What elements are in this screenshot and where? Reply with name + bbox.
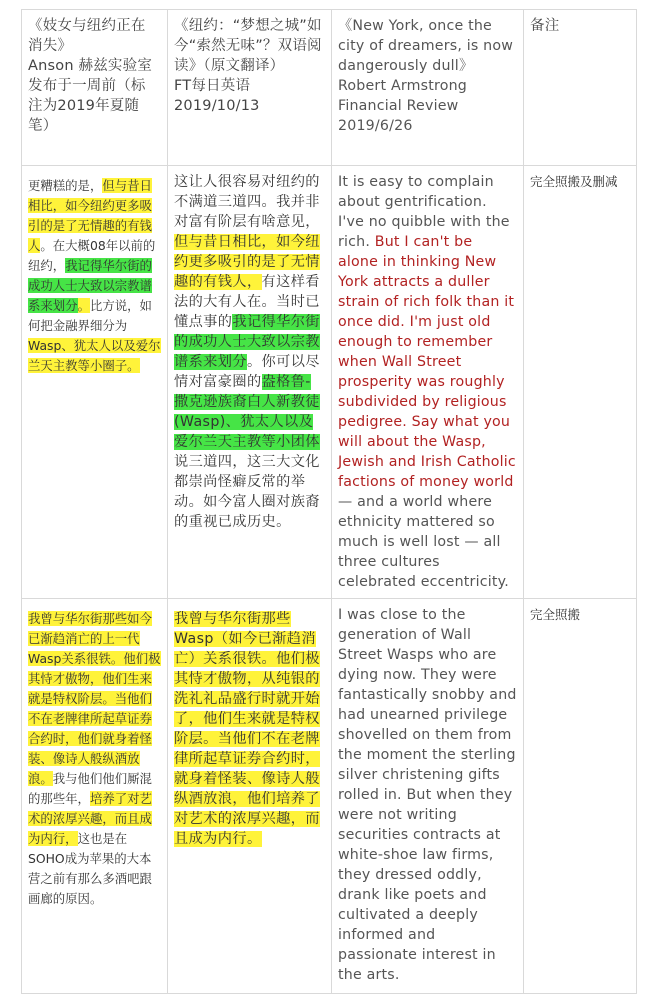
header-line: 今“索然无味”？双语阅 xyxy=(174,38,322,54)
text-segment: 比方说，如何把金融界细分为 xyxy=(28,298,152,333)
header-line: 《纽约：“梦想之城”如 xyxy=(174,18,322,34)
text-segment: — and a world where ethnicity mattered so much is well lost — all three cultures celebrated eccentricity. xyxy=(338,494,509,590)
green-highlight: 盎格鲁-撒克逊族裔白人新教徒(Wasp)、犹太人以及爱尔兰天主教等小团体 xyxy=(174,374,320,450)
header-line: 2019/10/13 xyxy=(174,98,260,114)
row2-notes xyxy=(524,599,637,994)
yellow-highlight: 我曾与华尔街那些如今已渐趋消亡的上一代Wasp关系很铁。他们极其恃才傲物，他们生来就是特权阶层。当他们不在老牌律所起草证券合约时，他们就身着怪装、像诗人般纵酒放浪。 xyxy=(28,611,161,786)
yellow-highlight: 如今纽约更多吸引的是了无情趣的有钱人 xyxy=(28,198,152,253)
row1-source3 xyxy=(332,166,524,599)
comparison-table xyxy=(21,9,637,994)
table-row xyxy=(22,166,637,599)
row1-note: 完全照搬及删减 xyxy=(530,174,618,189)
header-cell-source1 xyxy=(22,10,168,166)
green-highlight: 我记得华尔街的成功人士大致以宗教谱系来划分 xyxy=(174,314,320,370)
header-line: 2019/6/26 xyxy=(338,118,413,134)
header-line: FT每日英语 xyxy=(174,78,251,94)
row1-source1 xyxy=(22,166,168,599)
header-line: 《New York, once the xyxy=(338,18,492,34)
text-segment: It is easy to complain about gentrification. I've no quibble with the rich. xyxy=(338,174,510,250)
header-line: 注为2019年夏随 xyxy=(28,98,140,114)
row2-source3 xyxy=(332,599,524,994)
row2-english-text: I was close to the generation of Wall Street Wasps who are dying now. They were fantastically snobby and had unearned privilege shovelled on them from the moment the sterling silver christening gifts rolled in. But when they were not writing securities contracts at white-shoe law firms, they dressed oddly, drank like poets and cultivated a deeply informed and passionate interest in the arts. xyxy=(338,607,517,983)
text-segment: 这让人很容易对纽约的不满道三道四。我并非对富有阶层有啥意见， xyxy=(174,174,320,230)
header-line: city of dreamers, is now xyxy=(338,38,514,54)
yellow-highlight: 但与昔日相比， xyxy=(28,178,152,213)
header-cell-source3 xyxy=(332,10,524,166)
header-line: 《妓女与纽约正在 xyxy=(28,18,146,34)
text-segment: 有这样看法的大有人在。当时已懂点事的 xyxy=(174,274,320,330)
header-row xyxy=(22,10,637,166)
yellow-highlight: 我曾与华尔街那些Wasp（如今已渐趋消亡）关系很铁。他们极其恃才傲物，从纯银的洗礼礼品盛行时就开始了，他们生来就是特权阶层。当他们不在老牌律所起草证券合约时，就身着怪装、像诗人般纵酒放浪，他们培养了对艺术的浓厚兴趣，而且成为内行。 xyxy=(174,611,320,847)
row2-source2 xyxy=(168,599,332,994)
text-segment: 说三道四，这三大文化都崇尚怪癖反常的举动。如今富人圈对族裔的重视已成历史。 xyxy=(174,454,320,530)
text-segment: 更糟糕的是， xyxy=(28,178,103,193)
row2-source1 xyxy=(22,599,168,994)
text-segment: 。你可以尽情对富豪圈的 xyxy=(174,354,320,390)
yellow-highlight: 。 xyxy=(77,298,90,313)
yellow-highlight: Wasp、犹太人以及爱尔兰天主教等小圈子。 xyxy=(28,338,161,373)
table-row xyxy=(22,599,637,994)
text-segment: 我与他们他们厮混的那些年， xyxy=(28,771,152,806)
green-highlight: 我记得华尔街的成功人士大致以宗教谱系来划分 xyxy=(28,258,152,313)
header-line: dangerously dull》 xyxy=(338,58,474,74)
yellow-highlight: 培养了对艺术的浓厚兴趣，而且成为内行， xyxy=(28,791,152,846)
row1-source2 xyxy=(168,166,332,599)
header-line: Anson 赫兹实验室 xyxy=(28,58,153,74)
red-text: But I can't be alone in thinking New York attracts a duller strain of rich folk than it once did. I'm just old enough to remember when Wall Street prosperity was roughly subdivided by religious pedigree. Say what you will about the Wasp, Jewish and Irish Catholic factions of money world xyxy=(338,234,516,490)
header-line: 发布于一周前（标 xyxy=(28,78,146,94)
header-line: 读》（原文翻译） xyxy=(174,58,285,74)
row1-notes xyxy=(524,166,637,599)
notes-header: 备注 xyxy=(530,18,560,34)
header-line: Robert Armstrong xyxy=(338,78,468,94)
header-line: 笔） xyxy=(28,118,58,134)
text-segment: 这也是在SOHO成为苹果的大本营之前有那么多酒吧跟画廊的原因。 xyxy=(28,831,152,906)
header-line: 消失》 xyxy=(28,38,73,54)
yellow-highlight: 但与昔日相比，如今纽约更多吸引的是了无情趣的有钱人， xyxy=(174,234,320,290)
header-cell-source2 xyxy=(168,10,332,166)
row2-note: 完全照搬 xyxy=(530,607,581,622)
header-cell-notes xyxy=(524,10,637,166)
text-segment: 。在大概08年以前的纽约， xyxy=(28,238,156,273)
header-line: Financial Review xyxy=(338,98,459,114)
